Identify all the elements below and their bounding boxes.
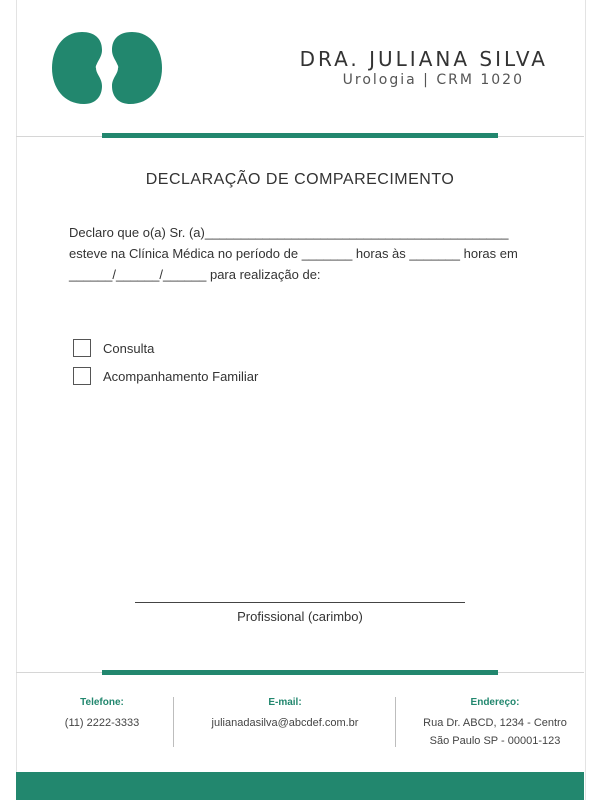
- doctor-specialty: Urologia | CRM 1020: [342, 72, 524, 88]
- footer-separator-1: [173, 697, 174, 747]
- consulta-label: Consulta: [103, 340, 155, 356]
- footer-phone: [42, 697, 162, 732]
- footer-color-band: [16, 772, 584, 800]
- address-value: [410, 714, 580, 750]
- address-line-1: Rua Dr. ABCD, 1234 - Centro: [423, 717, 567, 729]
- phone-label: Telefone:: [80, 697, 124, 708]
- acompanhamento-label: Acompanhamento Familiar: [103, 368, 259, 384]
- footer-address: [410, 697, 580, 750]
- consulta-checkbox[interactable]: [73, 339, 91, 357]
- signature-line: [135, 602, 465, 603]
- doctor-name: DRA. JULIANA SILVA: [299, 47, 548, 71]
- email-label: E-mail:: [268, 697, 302, 708]
- document-title: DECLARAÇÃO DE COMPARECIMENTO: [145, 171, 455, 188]
- header-accent-bar: [102, 133, 498, 138]
- address-label: Endereço:: [470, 697, 520, 708]
- document-sheet: [16, 0, 586, 800]
- option-consulta[interactable]: [73, 339, 154, 357]
- acompanhamento-checkbox[interactable]: [73, 367, 91, 385]
- email-value: julianadasilva@abcdef.com.br: [211, 717, 359, 729]
- footer-email: [190, 697, 380, 732]
- signature-label: Profissional (carimbo): [237, 609, 363, 624]
- footer-separator-2: [395, 697, 396, 747]
- address-line-2: São Paulo SP - 00001-123: [429, 735, 561, 747]
- option-acompanhamento[interactable]: [73, 367, 258, 385]
- phone-value: (11) 2222-3333: [64, 717, 140, 729]
- declaration-line-1: Declaro que o(a) Sr. (a)__________________________________________: [69, 225, 509, 240]
- footer-accent-bar: [102, 670, 498, 675]
- kidneys-icon: [52, 30, 162, 106]
- declaration-line-3: ______/______/______ para realização de:: [69, 267, 321, 282]
- declaration-text: [69, 222, 539, 285]
- declaration-line-2: esteve na Clínica Médica no período de _______ horas às _______ horas em: [69, 246, 518, 261]
